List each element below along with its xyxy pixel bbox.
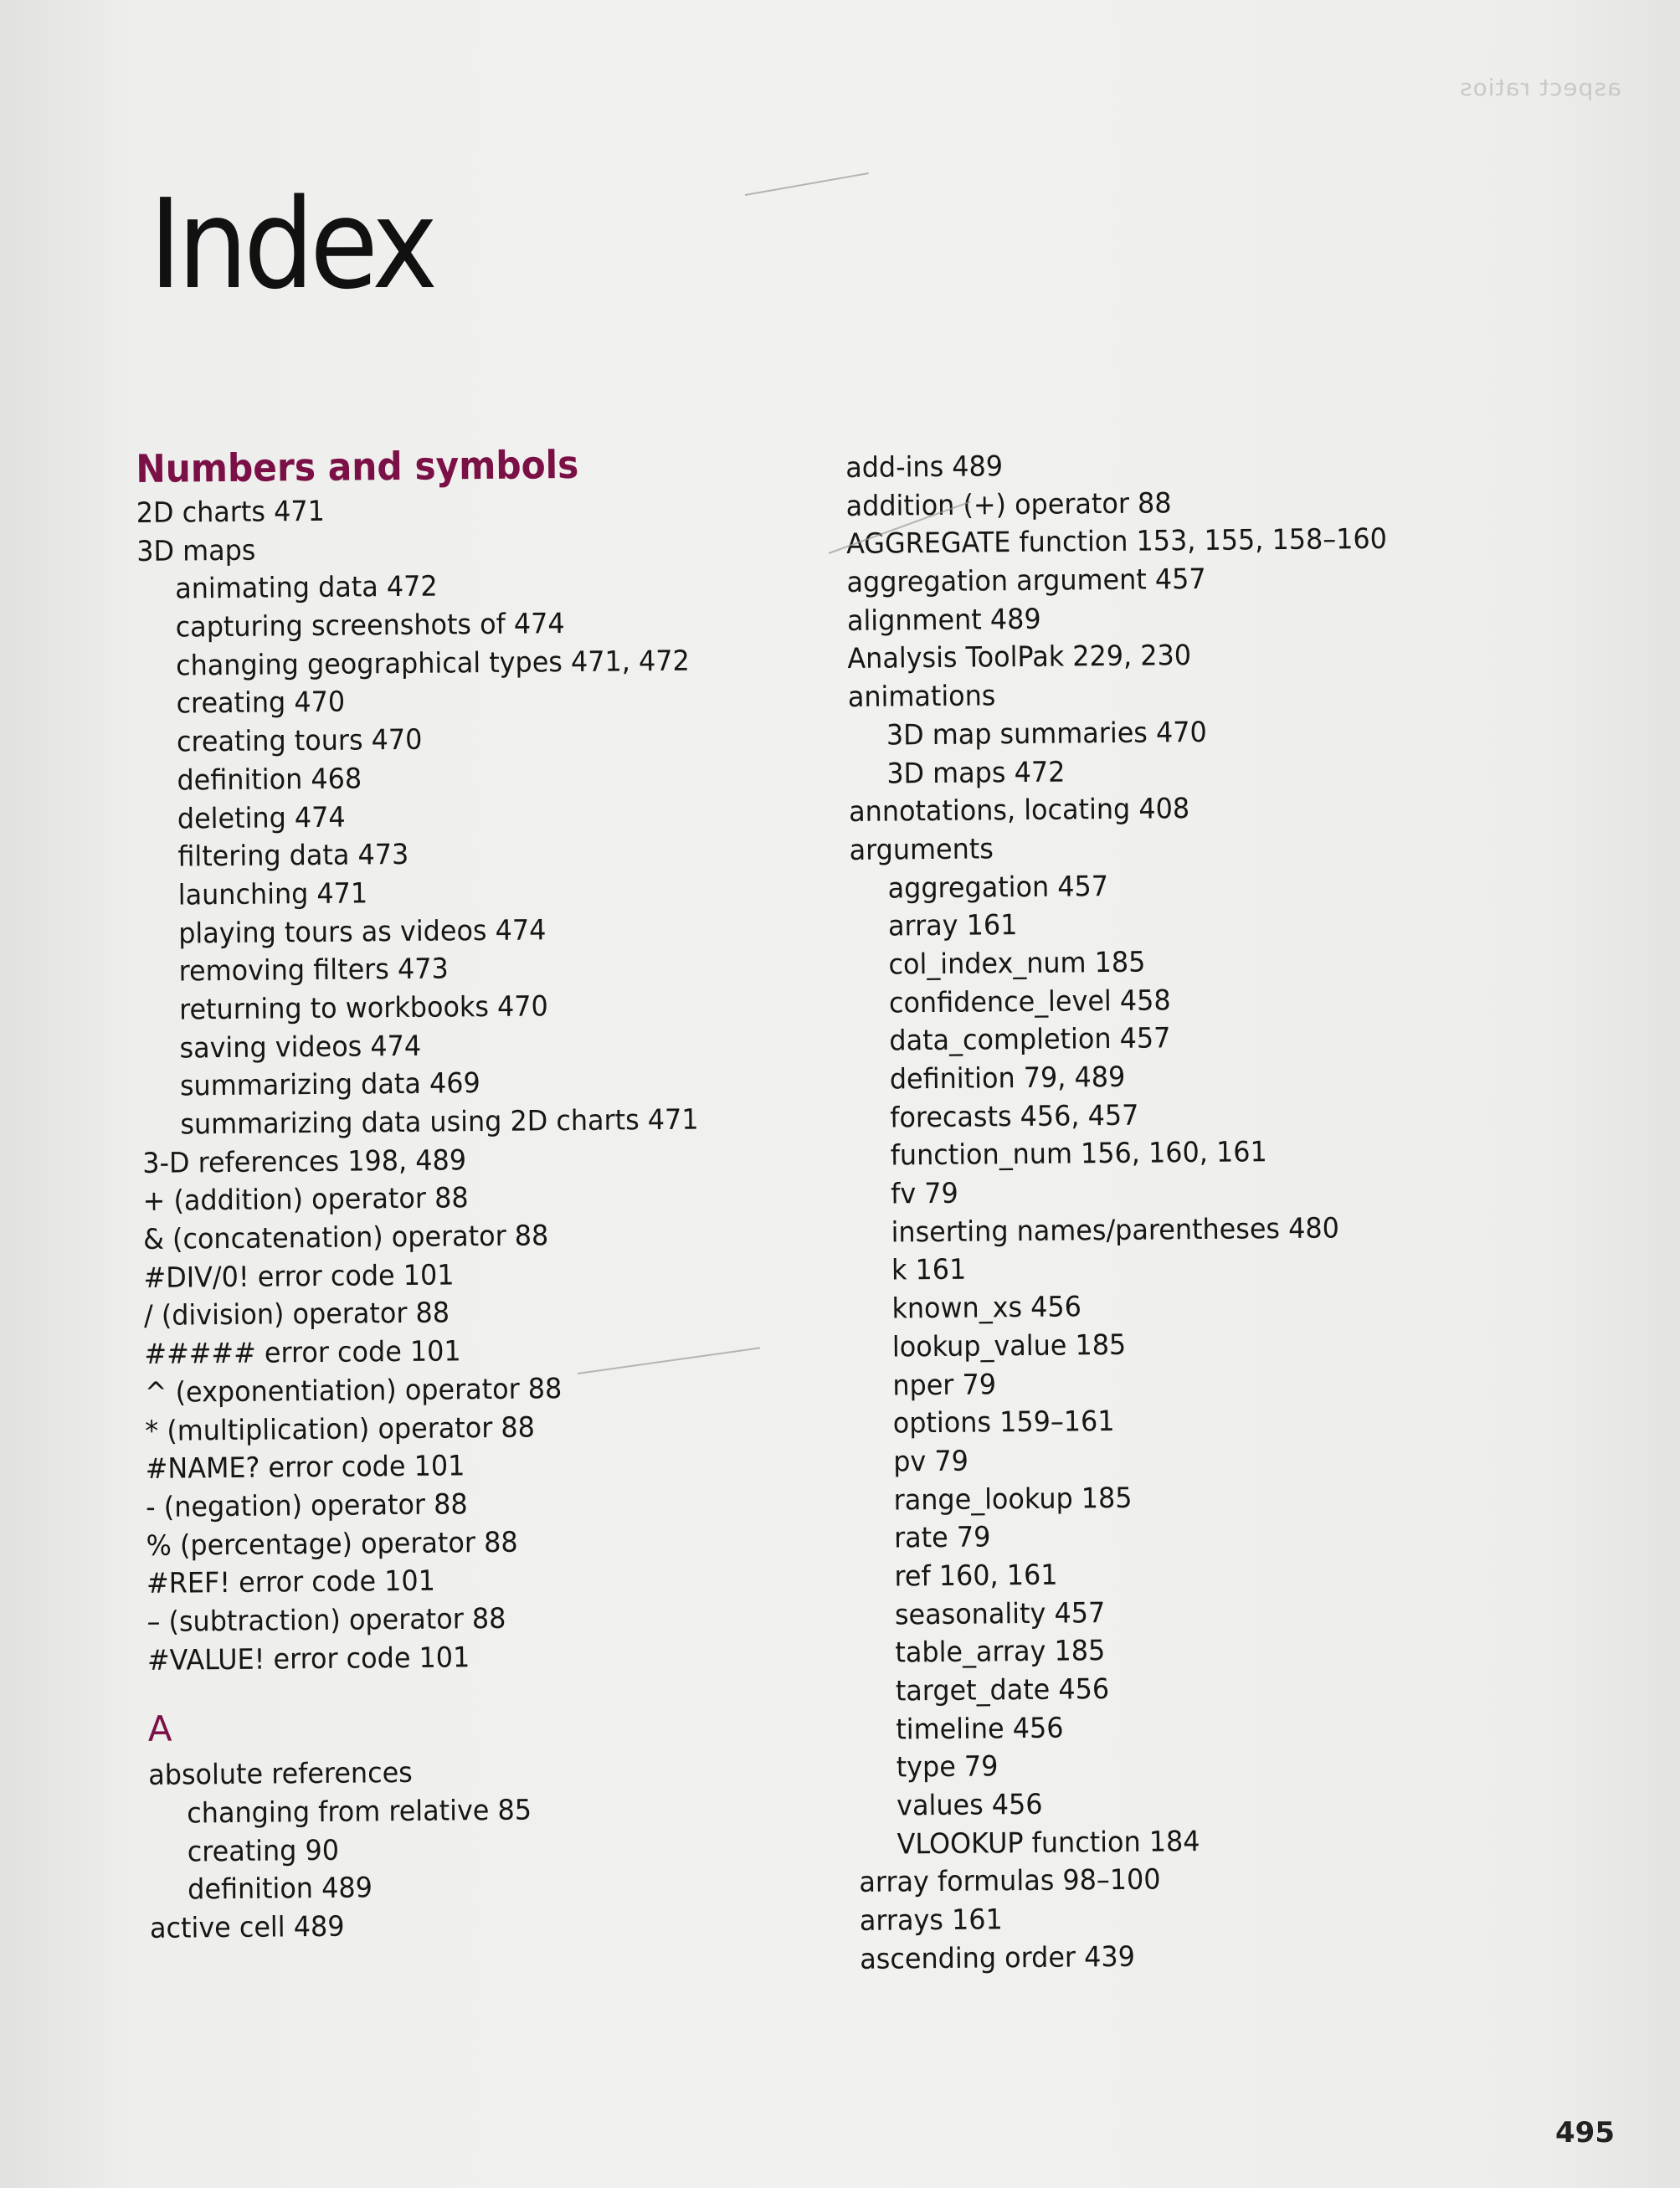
index-subentry: saving videos 474 xyxy=(179,1029,422,1065)
index-subentry: filtering data 473 xyxy=(177,838,409,873)
index-subentry: fv 79 xyxy=(890,1176,958,1210)
index-subentry: type 79 xyxy=(896,1749,999,1784)
index-entry: * (multiplication) operator 88 xyxy=(145,1410,536,1447)
index-subentry: capturing screenshots of 474 xyxy=(175,607,565,644)
index-entry: #DIV/0! error code 101 xyxy=(143,1258,455,1294)
index-entry: #REF! error code 101 xyxy=(146,1564,436,1600)
index-subentry: lookup_value 185 xyxy=(891,1328,1127,1364)
index-entry: arrays 161 xyxy=(859,1903,1003,1938)
index-subentry: rate 79 xyxy=(893,1520,991,1554)
index-subentry: creating 90 xyxy=(187,1833,340,1868)
index-column-right xyxy=(845,442,1597,1979)
index-entry: ##### error code 101 xyxy=(144,1334,461,1371)
page-title: Index xyxy=(149,172,434,316)
index-entry: % (percentage) operator 88 xyxy=(146,1525,518,1562)
index-subentry: ref 160, 161 xyxy=(894,1558,1058,1593)
index-entry: ascending order 439 xyxy=(860,1939,1136,1975)
index-subentry: aggregation 457 xyxy=(887,869,1109,905)
index-entry: AGGREGATE function 153, 155, 158–160 xyxy=(845,522,1388,561)
index-subentry: data_completion 457 xyxy=(889,1021,1171,1057)
index-subentry: creating 470 xyxy=(176,686,346,720)
index-subentry: summarizing data using 2D charts 471 xyxy=(180,1102,699,1141)
index-subentry: returning to workbooks 470 xyxy=(178,989,548,1026)
index-subentry: definition 468 xyxy=(177,762,362,797)
index-entry: 3D maps xyxy=(136,533,256,568)
index-subentry: timeline 456 xyxy=(896,1711,1064,1746)
index-entry: annotations, locating 408 xyxy=(848,792,1190,829)
index-entry: array formulas 98–100 xyxy=(859,1862,1161,1899)
index-subentry: changing from relative 85 xyxy=(187,1793,532,1830)
index-subentry: playing tours as videos 474 xyxy=(178,912,547,950)
index-subentry: changing geographical types 471, 472 xyxy=(175,644,690,682)
index-subentry: removing filters 473 xyxy=(178,952,449,988)
index-subentry: 3D maps 472 xyxy=(886,755,1066,790)
index-entry: – (subtraction) operator 88 xyxy=(146,1601,506,1638)
index-entry: 2D charts 471 xyxy=(136,494,326,529)
index-subentry: range_lookup 185 xyxy=(893,1481,1133,1517)
index-subentry: array 161 xyxy=(887,908,1018,942)
index-subentry: k 161 xyxy=(891,1253,967,1287)
index-entry: addition (+) operator 88 xyxy=(845,485,1172,522)
index-entry: aggregation argument 457 xyxy=(846,562,1206,599)
index-subentry: known_xs 456 xyxy=(891,1290,1082,1325)
index-entry: ^ (exponentiation) operator 88 xyxy=(144,1371,563,1409)
index-subentry: definition 489 xyxy=(187,1871,373,1906)
index-entry: / (division) operator 88 xyxy=(143,1296,450,1333)
index-subentry: target_date 456 xyxy=(895,1672,1110,1708)
section-heading: Numbers and symbols xyxy=(136,441,579,491)
index-entry: #VALUE! error code 101 xyxy=(146,1640,470,1677)
index-subentry: table_array 185 xyxy=(895,1634,1106,1669)
index-entry: Analysis ToolPak 229, 230 xyxy=(847,639,1192,675)
index-entry: absolute references xyxy=(148,1756,413,1792)
section-letter: A xyxy=(147,1708,172,1750)
index-subentry: options 159–161 xyxy=(892,1405,1115,1440)
index-column-left xyxy=(136,437,886,1948)
index-entry: - (negation) operator 88 xyxy=(146,1487,468,1523)
index-subentry: confidence_level 458 xyxy=(888,983,1171,1020)
index-subentry: 3D map summaries 470 xyxy=(886,715,1207,752)
index-entry: alignment 489 xyxy=(846,602,1041,637)
index-subentry: function_num 156, 160, 161 xyxy=(890,1135,1267,1172)
index-subentry: col_index_num 185 xyxy=(888,945,1146,981)
index-subentry: definition 79, 489 xyxy=(889,1060,1126,1096)
index-entry: arguments xyxy=(849,832,994,866)
index-entry: 3-D references 198, 489 xyxy=(142,1143,467,1179)
index-subentry: values 456 xyxy=(896,1787,1043,1822)
index-subentry: pv 79 xyxy=(893,1444,969,1478)
index-subentry: creating tours 470 xyxy=(176,722,423,758)
index-subentry: seasonality 457 xyxy=(894,1595,1106,1631)
index-entry: #NAME? error code 101 xyxy=(145,1449,465,1486)
index-subentry: nper 79 xyxy=(892,1367,997,1402)
index-entry: & (concatenation) operator 88 xyxy=(142,1219,549,1256)
index-subentry: deleting 474 xyxy=(177,800,346,835)
index-entry: animations xyxy=(847,679,996,714)
index-subentry: animating data 472 xyxy=(175,569,438,605)
index-subentry: inserting names/parentheses 480 xyxy=(891,1211,1340,1249)
index-entry: + (addition) operator 88 xyxy=(142,1181,469,1218)
index-subentry: launching 471 xyxy=(177,876,368,912)
index-entry: add-ins 489 xyxy=(845,449,1004,484)
page-number: 495 xyxy=(1555,2116,1615,2149)
index-subentry: forecasts 456, 457 xyxy=(890,1098,1139,1134)
index-subentry: summarizing data 469 xyxy=(179,1066,480,1102)
running-head: aspect ratios xyxy=(1458,74,1621,101)
index-subentry: VLOOKUP function 184 xyxy=(897,1824,1200,1861)
index-entry: active cell 489 xyxy=(149,1909,345,1944)
